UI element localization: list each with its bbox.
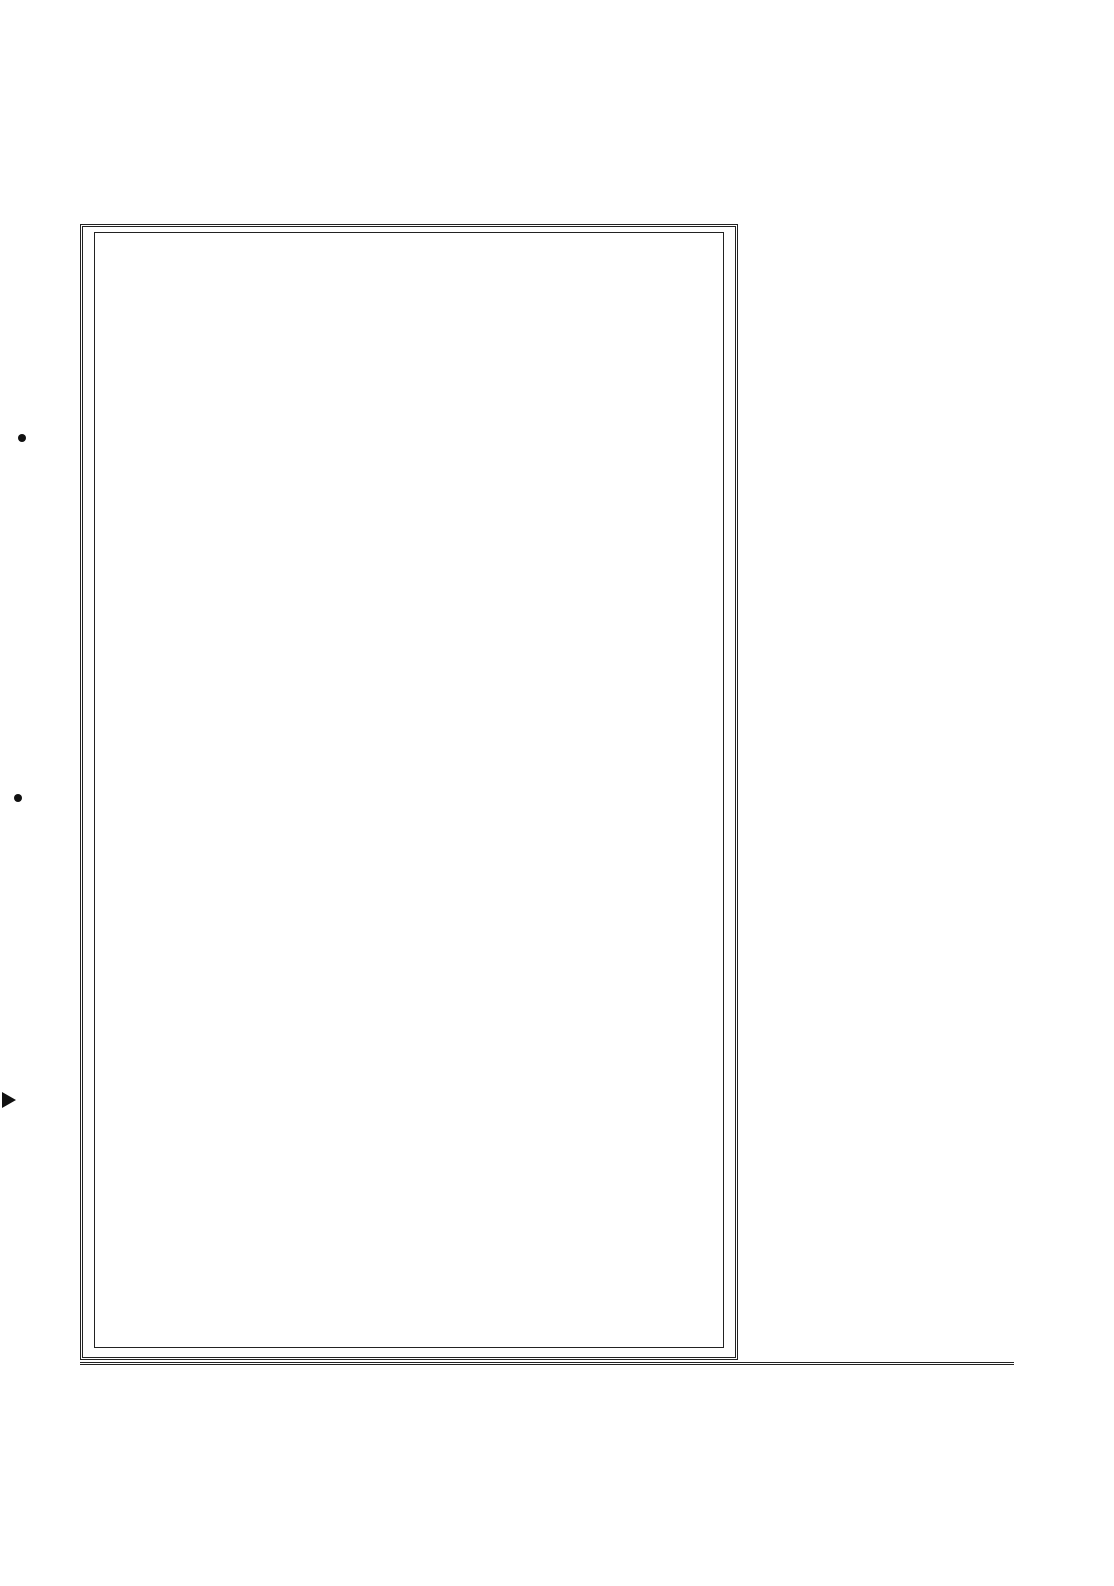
margin-box-inner-frame (94, 232, 724, 1348)
separator-rule (80, 1362, 1014, 1365)
arrow-marker-icon (2, 1092, 16, 1108)
scan-mark-dot (18, 434, 26, 442)
scan-mark-dot (14, 794, 22, 802)
